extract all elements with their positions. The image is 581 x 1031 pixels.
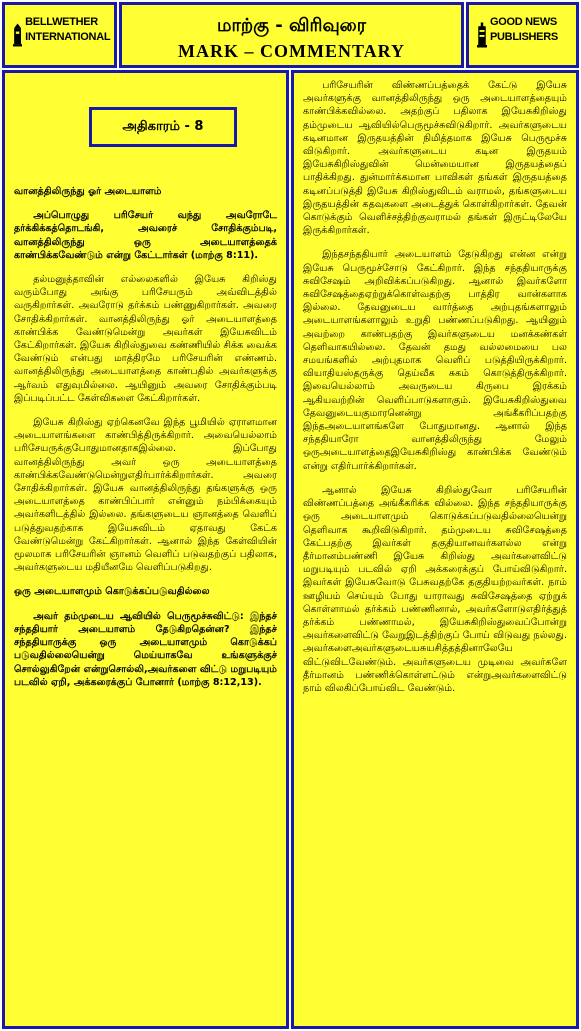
- right-column-body: [303, 79, 567, 706]
- left-column: [2, 70, 289, 1029]
- title-english: MARK – COMMENTARY: [177, 41, 405, 61]
- header-right-logo-box: [466, 2, 579, 68]
- good-news-emblem-icon: [477, 15, 487, 55]
- scripture-quote: அவர் தம்முடைய ஆவியில் பெருமூச்சுவிட்டு: இந்தச் சந்ததியார் அடையாளம் தேடுகிறதென்ன? இந்தச் சந்ததியாருக்கு ஒரு அடையாளமும் கொடுக்கப் படுவதில்லையென்று மெய்யாகவே உங்களுக்குச் சொல்லுகிறேன் என்றுசொல்லி,அவர்களை விட்டு மறுபடியும் படவில் ஏறி, அக்கரைக்குப் போனார் (மாற்கு 8:12,13).: [14, 610, 277, 688]
- bellwether-logo: [13, 15, 117, 55]
- scripture-quote: அப்பொழுது பரிசேயர் வந்து அவரோடே தர்க்கிக்கத்தொடங்கி, அவரைச் சோதிக்கும்படி, வானத்திலிருந்து ஒரு அடையாளத்தைக் காண்பிக்கவேண்டும் என்று கேட்டார்கள் (மாற்கு 8:11).: [14, 210, 277, 261]
- good-news-logo: [477, 15, 576, 55]
- commentary-paragraph: ஆனால் இயேசு கிறிஸ்துவோ பரிசேயரின் விண்ணப்பத்தை அங்கீகரிக்க வில்லை. இந்த சந்ததியாருக்கு ஒரு அடையாளமும் கொடுக்கப்படுவதில்லையென்று தெளிவாக கூறிவிடுகிறார். தம்முடைய சுவிசேஷத்தை கேட்பதற்கு இவர்கள் தகுதியானவர்களல்ல என்று தீர்மானம்பண்ணி இயேசு கிறிஸ்து அவர்களைவிட்டு மறுபடியும் படவில் ஏறி அக்கரைக்குப் போய்விடுகிறார். இவர்கள் இயேசுவோடு பேசுவதற்கே தகுதியற்றவர்கள். நாம் ஊழியம் செய்யும் போது யாராவது சுவிசேஷத்தை ஏற்றுக் கொள்ளாமல் தர்க்கம் பண்ணினால், அவர்களோடுஎதிர்த்துத் தர்க்கம் பண்ணாமல், இயேசுகிறிஸ்துவைப்போன்று அவர்களைவிட்டு வேறுஇடத்திற்குப் போய் விடுவது நல்லது. அவர்களைஅவர்களுடையசுயசித்தத்தினாலேயே விட்டுவிடவேண்டும். அவர்களுடைய முடிவை அவர்களே தீர்மானம் பண்ணிக்கொள்ளட்டும் என்றுஅவர்களைவிட்டு நாம் விலகிப்போய்விட வேண்டும்.: [303, 484, 567, 694]
- title-tamil: மாற்கு - விரிவுரை: [216, 15, 367, 36]
- right-column: [291, 70, 579, 1029]
- bellwether-logo-text: BELLWETHER INTERNATIONAL: [25, 16, 111, 43]
- commentary-paragraph: பரிசேயரின் விண்ணப்பத்தைக் கேட்டு இயேசு அவர்களுக்கு வானத்திலிருந்து ஒரு அடையாளத்தையும் காண்பிக்கவில்லை. அதற்குப் பதிலாக இயேசுகிறிஸ்து தம்முடைய ஆவியில்பெருமூச்சுவிடுகிறார். அவர்களுடைய கடினமான இருதயத்தின் நிமித்தமாக இயேசு பெருமூச்சு விடுகிறார். அவர்களுடைய கடின இருதயம் இயேசுகிறிஸ்துவின் மென்மையான இருதயத்தைப் பாதிக்கிறது. துன்மார்க்கமான பாவிகள் தங்கள் இருதயத்தை கடினப்படுத்தி இயேசு கிறிஸ்துவிடம் வராமல், தங்களுடைய இருதயத்தின் கதவுகளை அடைத்துக் கொள்கிறார்கள். தேவன் கொடுக்கும் வெளிச்சத்திற்குவராமல் தங்கள் இருட்டிலேயே இருக்கிறார்கள்.: [303, 80, 567, 237]
- header-title-box: [119, 2, 464, 68]
- commentary-paragraph: இயேசு கிறிஸ்து ஏற்கெனவே இந்த பூமியில் ஏராளமான அடையாளங்களை காண்பித்திருக்கிறார். அவையெல்லாம் பரிசேயருக்குபோதுமானதாகஇல்லை. இப்போது வானத்திலிருந்து அவர் ஒரு அடையாளத்தை காண்பிக்கவேண்டுமென்றுஎதிர்பார்க்கிறார்கள். அவரை சோதிக்கிறார்கள். இயேசு வானத்திலிருந்து தங்களுக்கு ஒரு அடையாளத்தை காண்பிப்பார் என்னும் நம்பிக்கையும் அவர்களிடத்தில் இல்லை. தங்களுடைய ஞானத்தை வெளிப் படுத்துவதற்காக இயேசுவிடம் ஏதாவது கேட்க வேண்டுமென்று கேட்கிறார்கள். ஆனால் இந்த கேள்வியின் மூலமாக பரிசேயரின் ஞானம் வெளிப் படுவதற்குப் பதிலாக, அவர்களுடைய மதியீனமே வெளிப்படுகிறது.: [14, 417, 277, 574]
- left-column-body: [14, 185, 277, 700]
- section-title: ஒரு அடையாளமும் கொடுக்கப்படுவதில்லை: [14, 586, 210, 598]
- commentary-paragraph: தல்மனுத்தாவின் எல்லைகளில் இயேசு கிறிஸ்து வரும்போது அங்கு பரிசேயரும் அவ்விடத்தில் வருகிறார்கள். அவரோடு தர்க்கம் பண்ணுகிறார்கள். அவரை சோதிக்கிறார்கள். வானத்திலிருந்து ஓர் அடையாளத்தை காண்பிக்க வேண்டுமென்று அவர்கள் இயேசுவிடம் கேட்கிறார்கள். இயேசு கிறிஸ்துவை கண்ணியில் சிக்க வைக்க வேண்டும் என்பது மாத்திரமே பரிசேயரின் எண்ணம். வானத்திலிருந்து அடையாளத்தை காண்பதில் அவர்களுக்கு ஆர்வம் எதுவுமில்லை. ஆயினும் அவரை சோதிக்கும்படி இப்படிப்பட்ட கேள்விகளை கேட்கிறார்கள்.: [14, 274, 277, 404]
- header-left-logo-box: [2, 2, 117, 68]
- chapter-label: அதிகாரம் - 8: [89, 107, 237, 147]
- commentary-paragraph: இந்தசந்ததியார் அடையாளம் தேடுகிறது என்ன என்று இயேசு பெருமூச்சோடு கேட்கிறார். இந்த சந்ததியாருக்கு சுவிசேஷம் அறிவிக்கப்படுகிறது. ஆனால் இவர்களோ சுவிசேஷத்தைஏற்றுக்கொள்வதற்கு பாத்திர வான்களாக இல்லை. தேவனுடைய வார்த்தை அற்புதங்களாலும் அடையாளங்களாலும் உறுதி பண்ணப்படுகிறது. ஆயினும் அவற்றை காண்பதற்கு இவர்களுடைய மனக்கண்கள் தெளிவாகயில்லை. தேவன் தமது வல்லமையை பல சமயங்களில் அற்புதமாக வெளிப் படுத்தியிருக்கிறார். வியாதியஸ்தருக்கு தெய்வீக சுகம் கொடுத்திருக்கிறார். இவையெல்லாம் அவருடைய கிருபை இரக்கம் ஆகியவற்றின் வெளிப்பாடுகளாகும். இயேசுகிறிஸ்துவை தேவனுடையகுமாரனென்று அங்கீகரிப்பதற்கு இந்தஅடையாளங்களே போதுமானது. ஆனால் இந்த சந்ததியாரோ வானத்திலிருந்து மேலும் ஒருஅடையாளத்தைஇயேசுகிறிஸ்து காண்பிக்க வேண்டும் என்று எதிர்பார்க்கிறார்கள்.: [303, 249, 567, 472]
- bellwether-emblem-icon: [13, 15, 22, 55]
- section-title: வானத்திலிருந்து ஓர் அடையாளம்: [14, 186, 162, 197]
- good-news-logo-text: GOOD NEWS PUBLISHERS: [490, 16, 558, 43]
